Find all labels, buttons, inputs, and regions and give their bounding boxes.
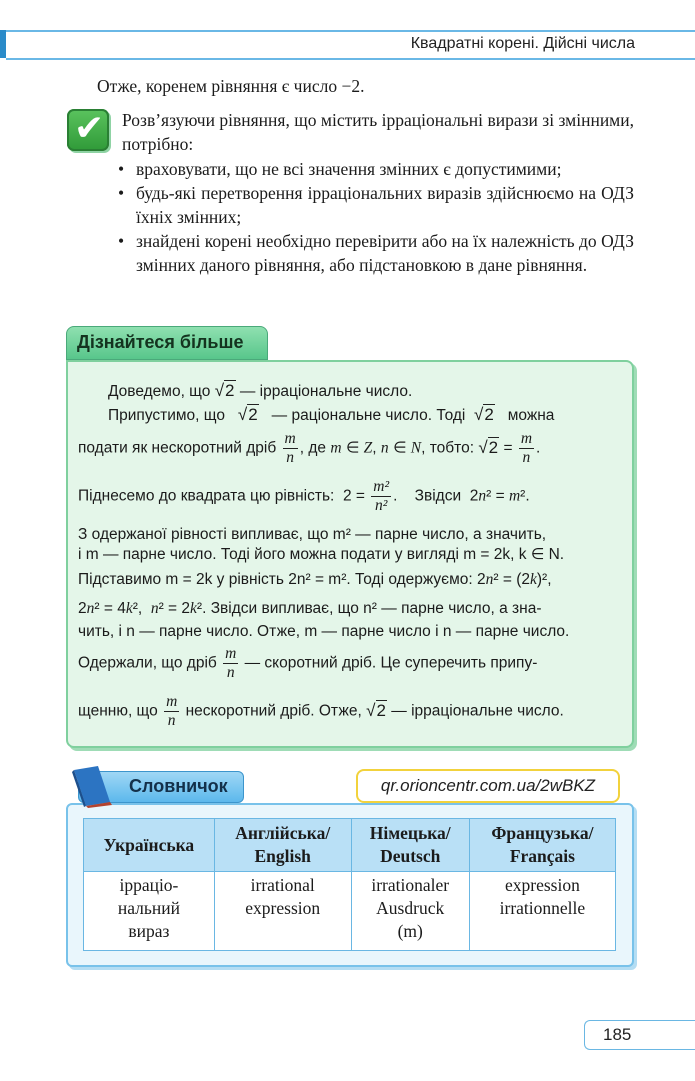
proof-text: Піднесемо до квадрата цю рівність: <box>78 487 335 505</box>
cell-text: нальний <box>117 898 180 918</box>
book-icon <box>70 764 116 808</box>
list-item: • будь-які перетворення ірраціональних виразів здійснюємо на ОДЗ їхніх змінних; <box>118 181 634 229</box>
proof-text: подати як нескоротний дріб <box>78 439 277 457</box>
proof-text: — раціональне число. Тоді <box>271 407 466 424</box>
proof-line-1 <box>108 381 412 402</box>
header-text: Français <box>509 846 575 866</box>
header-bottom-rule <box>6 58 695 60</box>
cell-text: irrational <box>250 875 315 895</box>
header-accent-bar <box>0 30 6 58</box>
proof-text: можна <box>507 407 555 424</box>
fraction-m-over-n: $\frac{m}{n}$ <box>225 645 237 681</box>
sqrt2-expression: √2 <box>366 700 386 720</box>
proof-line-11 <box>78 693 564 730</box>
fraction-m-over-n: $\frac{m}{n}$ <box>284 430 296 466</box>
proof-text: — ірраціональне число. <box>239 383 413 400</box>
list-item: • враховувати, що не всі значення змінних є допустимими; <box>118 157 634 181</box>
proof-line-6: і m — парне число. Тоді його можна подати у вигляді m = 2k, k ∈ N. <box>78 546 565 563</box>
column-header <box>351 819 469 872</box>
cell-text: (m) <box>397 921 423 941</box>
proof-text: — скоротний дріб. Це суперечить припу- <box>244 654 538 672</box>
header-text: English <box>254 846 311 866</box>
cell-text: expression <box>245 898 321 918</box>
proof-text: щенню, що <box>78 702 158 720</box>
table-cell <box>469 872 615 951</box>
proof-line-2 <box>108 405 554 426</box>
sqrt2-expression: √2 <box>214 381 235 400</box>
list-item: • знайдені корені необхідно перевірити або на їх належність до ОДЗ змінних даного рівняння, або підстановкою в дане рівняння. <box>118 229 634 277</box>
cell-text: Ausdruck <box>376 898 445 918</box>
fraction-m-over-n: $\frac{m}{n}$ <box>166 693 178 729</box>
page-number: 185 <box>584 1020 695 1050</box>
column-header <box>214 819 351 872</box>
table-cell <box>214 872 351 951</box>
proof-text: нескоротний дріб. Отже, <box>185 702 362 720</box>
column-header <box>84 819 215 872</box>
vocabulary-title: Словничок <box>129 776 228 796</box>
running-header <box>0 30 695 60</box>
cell-text: вираз <box>128 921 170 941</box>
sqrt2-expression: √2 <box>474 405 494 424</box>
header-text: Французька/ <box>491 823 594 843</box>
proof-text: — ірраціональне число. <box>391 702 564 720</box>
header-title: Квадратні корені. Дійсні числа <box>410 35 635 52</box>
proof-text: Звідси <box>414 487 462 505</box>
qr-link[interactable]: qr.orioncentr.com.ua/2wBKZ <box>356 769 620 803</box>
proof-text: Одержали, що дріб <box>78 654 217 672</box>
proof-line-3: подати як нескоротний дріб $\frac{m}{n}$ , де m ∈ Z, n ∈ N, тобто: √2 = $\frac{m}{n}$ . <box>78 430 541 466</box>
header-text: Англійська/ <box>235 823 331 843</box>
header-text: Німецька/ <box>369 823 451 843</box>
proof-line-7: Підставимо m = 2k у рівність 2n² = m². Тоді одержуємо: 2n² = (2k)², <box>78 571 552 588</box>
header-text: Українська <box>103 834 195 855</box>
cell-text: expression <box>504 875 580 895</box>
proof-line-10 <box>78 645 537 682</box>
vocabulary-table <box>83 818 616 951</box>
header-top-rule <box>6 30 695 32</box>
learn-more-title: Дізнайтеся більше <box>77 332 244 352</box>
table-row <box>84 872 616 951</box>
proof-line-8: 2n² = 4k², n² = 2k². Звідси випливає, що n² — парне число, а зна- <box>78 600 542 617</box>
rule-lead: Розв’язуючи рівняння, що містить ірраціональні вирази зі змінними, потрібно: <box>122 110 634 154</box>
column-header <box>469 819 615 872</box>
header-text: Deutsch <box>380 846 441 866</box>
rule-bullets <box>118 157 634 277</box>
proof-line-4: Піднесемо до квадрата цю рівність: 2 = $\frac{\text{m²}}{\text{n²}}$ . Звідси 2n² = m². <box>78 478 530 514</box>
fraction-m2-over-n2: $\frac{\text{m²}}{\text{n²}}$ <box>373 478 390 514</box>
sqrt2-expression: √2 <box>478 437 499 457</box>
proof-text: Звідси випливає, що n² — парне число, а зна- <box>210 600 542 617</box>
table-cell <box>84 872 215 951</box>
intro-sentence: Отже, коренем рівняння є число −2. <box>97 76 365 96</box>
checkmark-icon: ✔ <box>67 109 109 151</box>
table-cell <box>351 872 469 951</box>
cell-text: ірраціо- <box>119 875 179 895</box>
cell-text: irrationnelle <box>499 898 586 918</box>
cell-text: irrationaler <box>371 875 450 895</box>
proof-text: Доведемо, що <box>108 383 211 400</box>
proof-line-5: З одержаної рівності випливає, що m² — парне число, а значить, <box>78 526 547 543</box>
proof-line-9: чить, і n — парне число. Отже, m — парне число і n — парне число. <box>78 623 570 640</box>
sqrt2-expression: √2 <box>237 405 258 424</box>
proof-text: Припустимо, що <box>108 407 225 424</box>
table-header-row <box>84 819 616 872</box>
fraction-m-over-n: $\frac{m}{n}$ <box>520 430 533 466</box>
learn-more-tab <box>66 326 268 360</box>
proof-text: Підставимо m = 2k у рівність 2n² = m². Тоді одержуємо: <box>78 571 473 588</box>
